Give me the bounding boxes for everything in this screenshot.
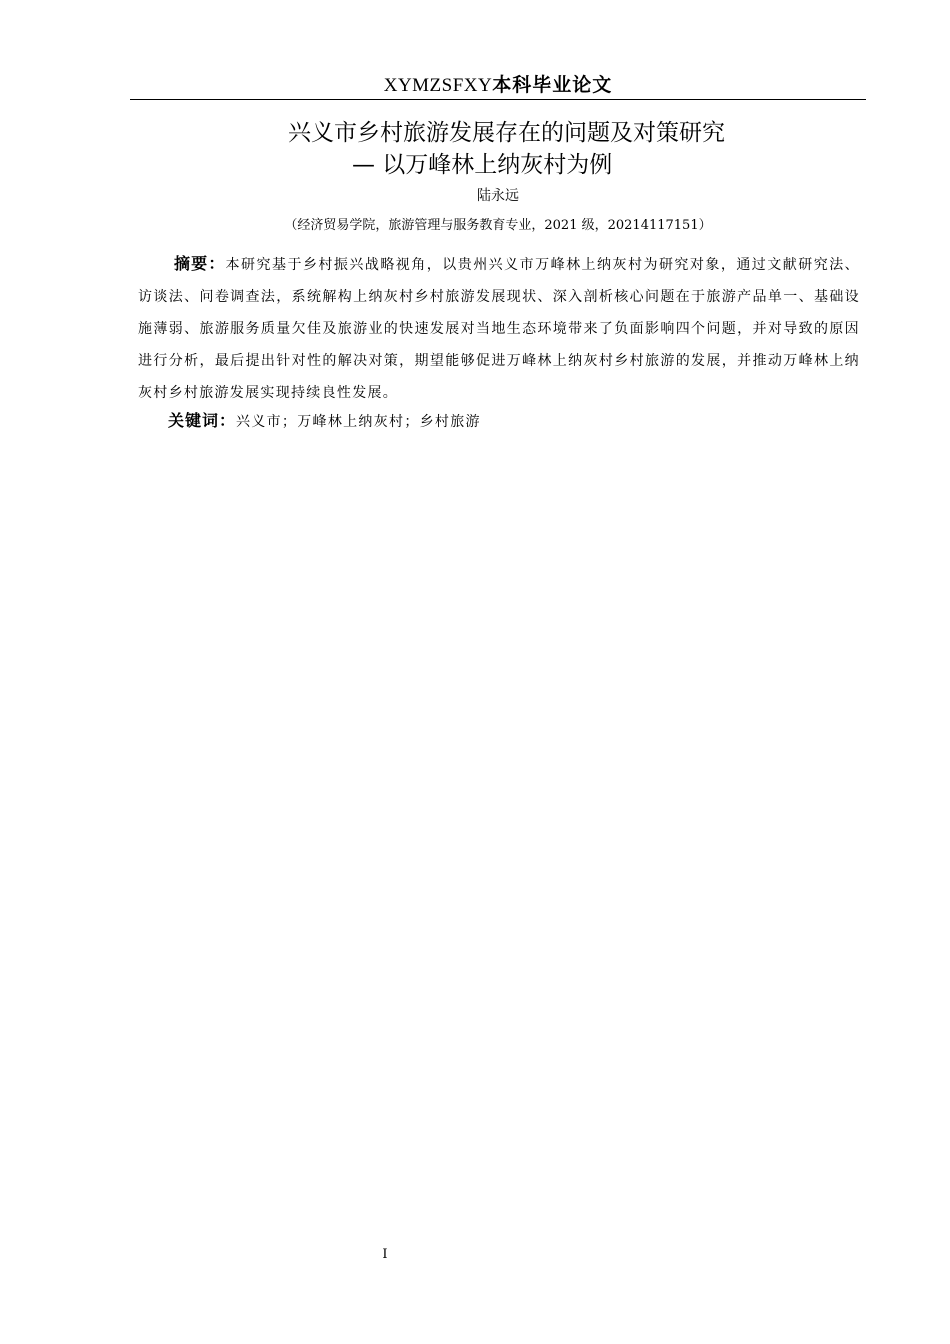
abstract [138, 248, 860, 409]
keywords-text: 兴义市；万峰林上纳灰村；乡村旅游 [236, 414, 481, 430]
keywords [168, 405, 481, 438]
paper-subtitle: — 以万峰林上纳灰村为例 [352, 152, 613, 178]
header-divider [130, 99, 866, 100]
author-affiliation: （经济贸易学院，旅游管理与服务教育专业，2021 级，20214117151） [284, 218, 712, 233]
author-name: 陆永远 [477, 188, 519, 204]
keywords-label: 关键词： [168, 411, 237, 430]
running-header [130, 72, 866, 99]
abstract-text: 本研究基于乡村振兴战略视角，以贵州兴义市万峰林上纳灰村为研究对象，通过文献研究法、访谈法、问卷调查法，系统解构上纳灰村乡村旅游发展现状、深入剖析核心问题在于旅游产品单一、基础设施薄弱、旅游服务质量欠佳及旅游业的快速发展对当地生态环境带来了负面影响四个问题，并对导致的原因进行分析，最后提出针对性的解决对策，期望能够促进万峰林上纳灰村乡村旅游的发展，并推动万峰林上纳灰村乡村旅游发展实现持续良性发展。 [138, 257, 860, 401]
paper-title: 兴义市乡村旅游发展存在的问题及对策研究 [288, 120, 725, 146]
page-number: I [382, 1247, 388, 1262]
header-code: XYMZSFXY [383, 75, 493, 96]
header-label: 本科毕业论文 [492, 74, 613, 96]
abstract-label: 摘要： [174, 254, 226, 273]
